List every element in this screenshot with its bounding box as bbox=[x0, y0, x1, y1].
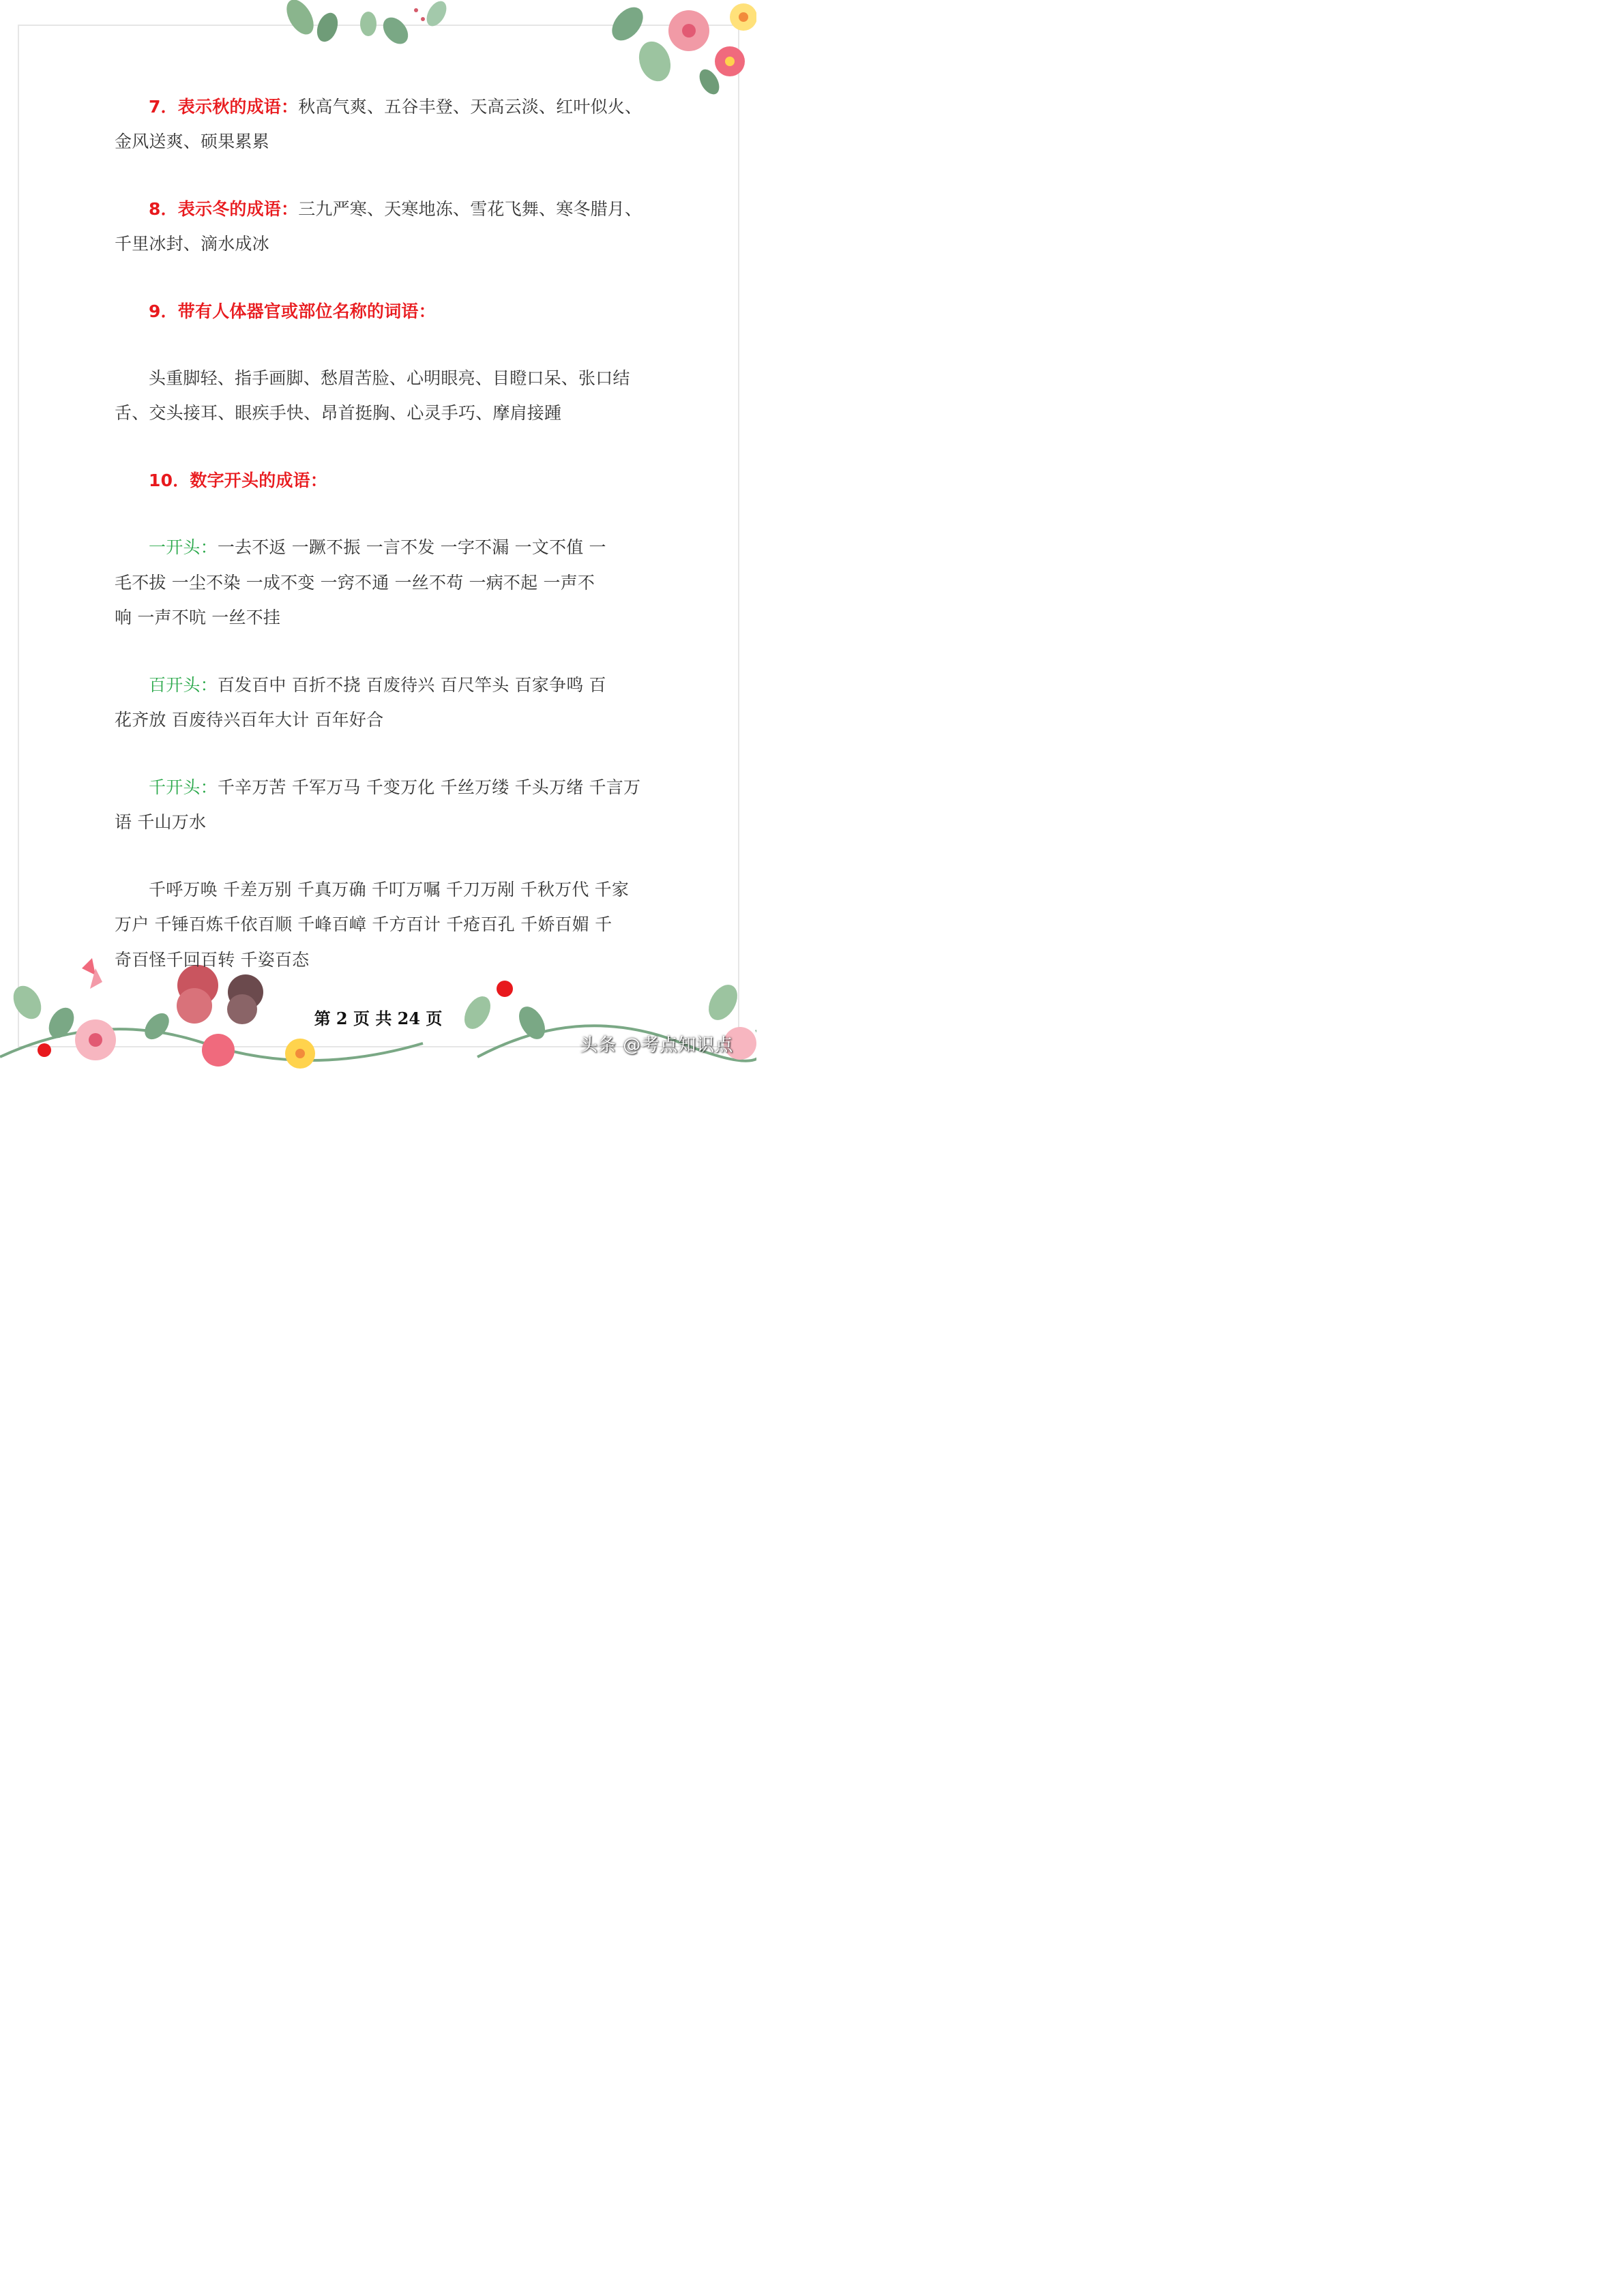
section-8-text: 三九严寒、天寒地冻、雪花飞舞、寒冬腊月、 bbox=[298, 199, 643, 219]
bai-line-2: 花齐放 百废待兴百年大计 百年好合 bbox=[115, 710, 384, 730]
watermark-text: 头条 @考点知识点 bbox=[580, 1035, 734, 1056]
yi-label: 一开头： bbox=[149, 537, 218, 557]
section-9-line-1: 头重脚轻、指手画脚、愁眉苦脸、心明眼亮、目瞪口呆、张口结 bbox=[149, 368, 630, 388]
section-7-line-2: 金风送爽、硕果累累 bbox=[115, 132, 269, 151]
qian2-line-1: 千呼万唤 千差万别 千真万确 千叮万嘱 千刀万剐 千秋万代 千家 bbox=[149, 880, 630, 899]
bai-text: 百发百中 百折不挠 百废待兴 百尺竿头 百家争鸣 百 bbox=[217, 675, 606, 695]
qian2-line-2: 万户 千锤百炼千依百顺 千峰百嶂 千方百计 千疮百孔 千娇百媚 千 bbox=[115, 914, 612, 934]
top-floral-decoration bbox=[259, 0, 756, 102]
section-9-line-2: 舌、交头接耳、眼疾手快、昂首挺胸、心灵手巧、摩肩接踵 bbox=[115, 403, 562, 423]
section-8-line-1 bbox=[149, 198, 642, 220]
section-8-line-2: 千里冰封、滴水成冰 bbox=[115, 234, 269, 254]
section-7-text: 秋高气爽、五谷丰登、天高云淡、红叶似火、 bbox=[298, 97, 643, 117]
bai-line-1 bbox=[149, 674, 606, 696]
qian2-line-3: 奇百怪千回百转 千姿百态 bbox=[115, 950, 310, 970]
yi-line-2: 毛不拔 一尘不染 一成不变 一窍不通 一丝不苟 一病不起 一声不 bbox=[115, 573, 595, 593]
qian-line-1 bbox=[149, 777, 640, 799]
qian-label: 千开头： bbox=[149, 777, 218, 797]
qian-text: 千辛万苦 千军万马 千变万化 千丝万缕 千头万绪 千言万 bbox=[217, 777, 641, 797]
section-8-heading: 8．表示冬的成语： bbox=[149, 199, 299, 219]
yi-line-3: 响 一声不吭 一丝不挂 bbox=[115, 608, 281, 627]
qian-line-2: 语 千山万水 bbox=[115, 812, 207, 832]
page-number-footer: 第 2 页 共 24 页 bbox=[314, 1009, 443, 1028]
yi-text: 一去不返 一蹶不振 一言不发 一字不漏 一文不值 一 bbox=[217, 537, 606, 557]
bai-label: 百开头： bbox=[149, 675, 218, 695]
section-9-heading: 9．带有人体器官或部位名称的词语： bbox=[149, 301, 436, 321]
section-7-line-1 bbox=[149, 96, 642, 118]
yi-line-1 bbox=[149, 537, 606, 558]
section-10-heading: 10．数字开头的成语： bbox=[149, 471, 327, 490]
section-7-heading: 7．表示秋的成语： bbox=[149, 97, 299, 117]
